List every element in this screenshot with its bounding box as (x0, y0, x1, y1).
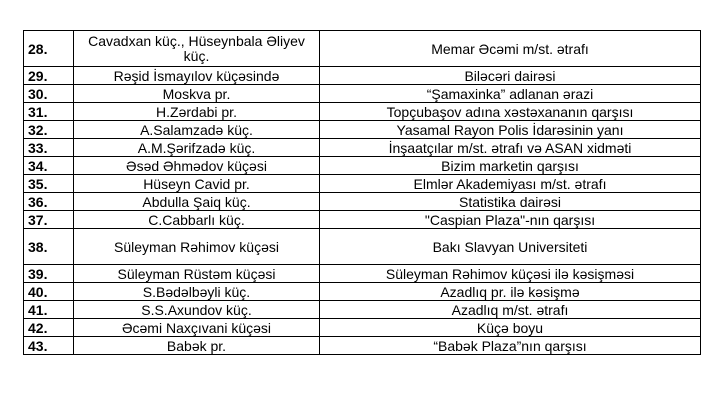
street-cell: Əcəmi Naxçıvani küçəsi (74, 319, 320, 337)
table-row (24, 157, 701, 175)
row-number: 31. (24, 103, 74, 121)
row-number: 40. (24, 283, 74, 301)
landmark-cell: Statistika dairəsi (320, 193, 701, 211)
row-number: 38. (24, 229, 74, 265)
table-row (24, 67, 701, 85)
landmark-cell: Bakı Slavyan Universiteti (320, 229, 701, 265)
landmark-cell: Topçubaşov adına xəstəxananın qarşısı (320, 103, 701, 121)
street-cell: S.Bədəlbəyli küç. (74, 283, 320, 301)
row-number: 33. (24, 139, 74, 157)
street-cell: Süleyman Rəhimov küçəsi (74, 229, 320, 265)
row-number: 28. (24, 31, 74, 67)
landmark-cell: “Şamaxinka” adlanan ərazi (320, 85, 701, 103)
landmark-cell: İnşaatçılar m/st. ətrafı və ASAN xidməti (320, 139, 701, 157)
landmark-cell: Azadlıq m/st. ətrafı (320, 301, 701, 319)
row-number: 37. (24, 211, 74, 229)
street-cell: S.S.Axundov küç. (74, 301, 320, 319)
row-number: 35. (24, 175, 74, 193)
street-cell: Rəşid İsmayılov küçəsində (74, 67, 320, 85)
table-row (24, 265, 701, 283)
table-row (24, 229, 701, 265)
street-cell: Süleyman Rüstəm küçəsi (74, 265, 320, 283)
table-row (24, 139, 701, 157)
landmark-cell: Süleyman Rəhimov küçəsi ilə kəsişməsi (320, 265, 701, 283)
landmark-cell: "Caspian Plaza"-nın qarşısı (320, 211, 701, 229)
street-cell: Babək pr. (74, 337, 320, 355)
street-cell: A.Salamzadə küç. (74, 121, 320, 139)
landmark-cell: “Babək Plaza”nın qarşısı (320, 337, 701, 355)
table-row (24, 103, 701, 121)
table-row (24, 337, 701, 355)
landmark-cell: Azadlıq pr. ilə kəsişmə (320, 283, 701, 301)
landmark-cell: Yasamal Rayon Polis İdarəsinin yanı (320, 121, 701, 139)
landmark-cell: Memar Əcəmi m/st. ətrafı (320, 31, 701, 67)
row-number: 39. (24, 265, 74, 283)
landmark-cell: Elmlər Akademiyası m/st. ətrafı (320, 175, 701, 193)
table-row (24, 301, 701, 319)
table-row (24, 193, 701, 211)
street-cell: A.M.Şərifzadə küç. (74, 139, 320, 157)
street-cell: Moskva pr. (74, 85, 320, 103)
row-number: 43. (24, 337, 74, 355)
street-cell: Cavadxan küç., Hüseynbala Əliyev küç. (74, 31, 320, 67)
street-cell: H.Zərdabi pr. (74, 103, 320, 121)
street-cell: Hüseyn Cavid pr. (74, 175, 320, 193)
table-row (24, 283, 701, 301)
street-cell: Əsəd Əhmədov küçəsi (74, 157, 320, 175)
row-number: 29. (24, 67, 74, 85)
table-row (24, 121, 701, 139)
street-cell: Abdulla Şaiq küç. (74, 193, 320, 211)
street-cell: C.Cabbarlı küç. (74, 211, 320, 229)
landmark-cell: Küçə boyu (320, 319, 701, 337)
row-number: 36. (24, 193, 74, 211)
landmark-cell: Biləcəri dairəsi (320, 67, 701, 85)
table-row (24, 211, 701, 229)
address-table (23, 30, 701, 355)
row-number: 34. (24, 157, 74, 175)
landmark-cell: Bizim marketin qarşısı (320, 157, 701, 175)
row-number: 30. (24, 85, 74, 103)
table-row (24, 319, 701, 337)
table-row (24, 175, 701, 193)
row-number: 32. (24, 121, 74, 139)
row-number: 42. (24, 319, 74, 337)
table-row (24, 31, 701, 67)
table-row (24, 85, 701, 103)
row-number: 41. (24, 301, 74, 319)
